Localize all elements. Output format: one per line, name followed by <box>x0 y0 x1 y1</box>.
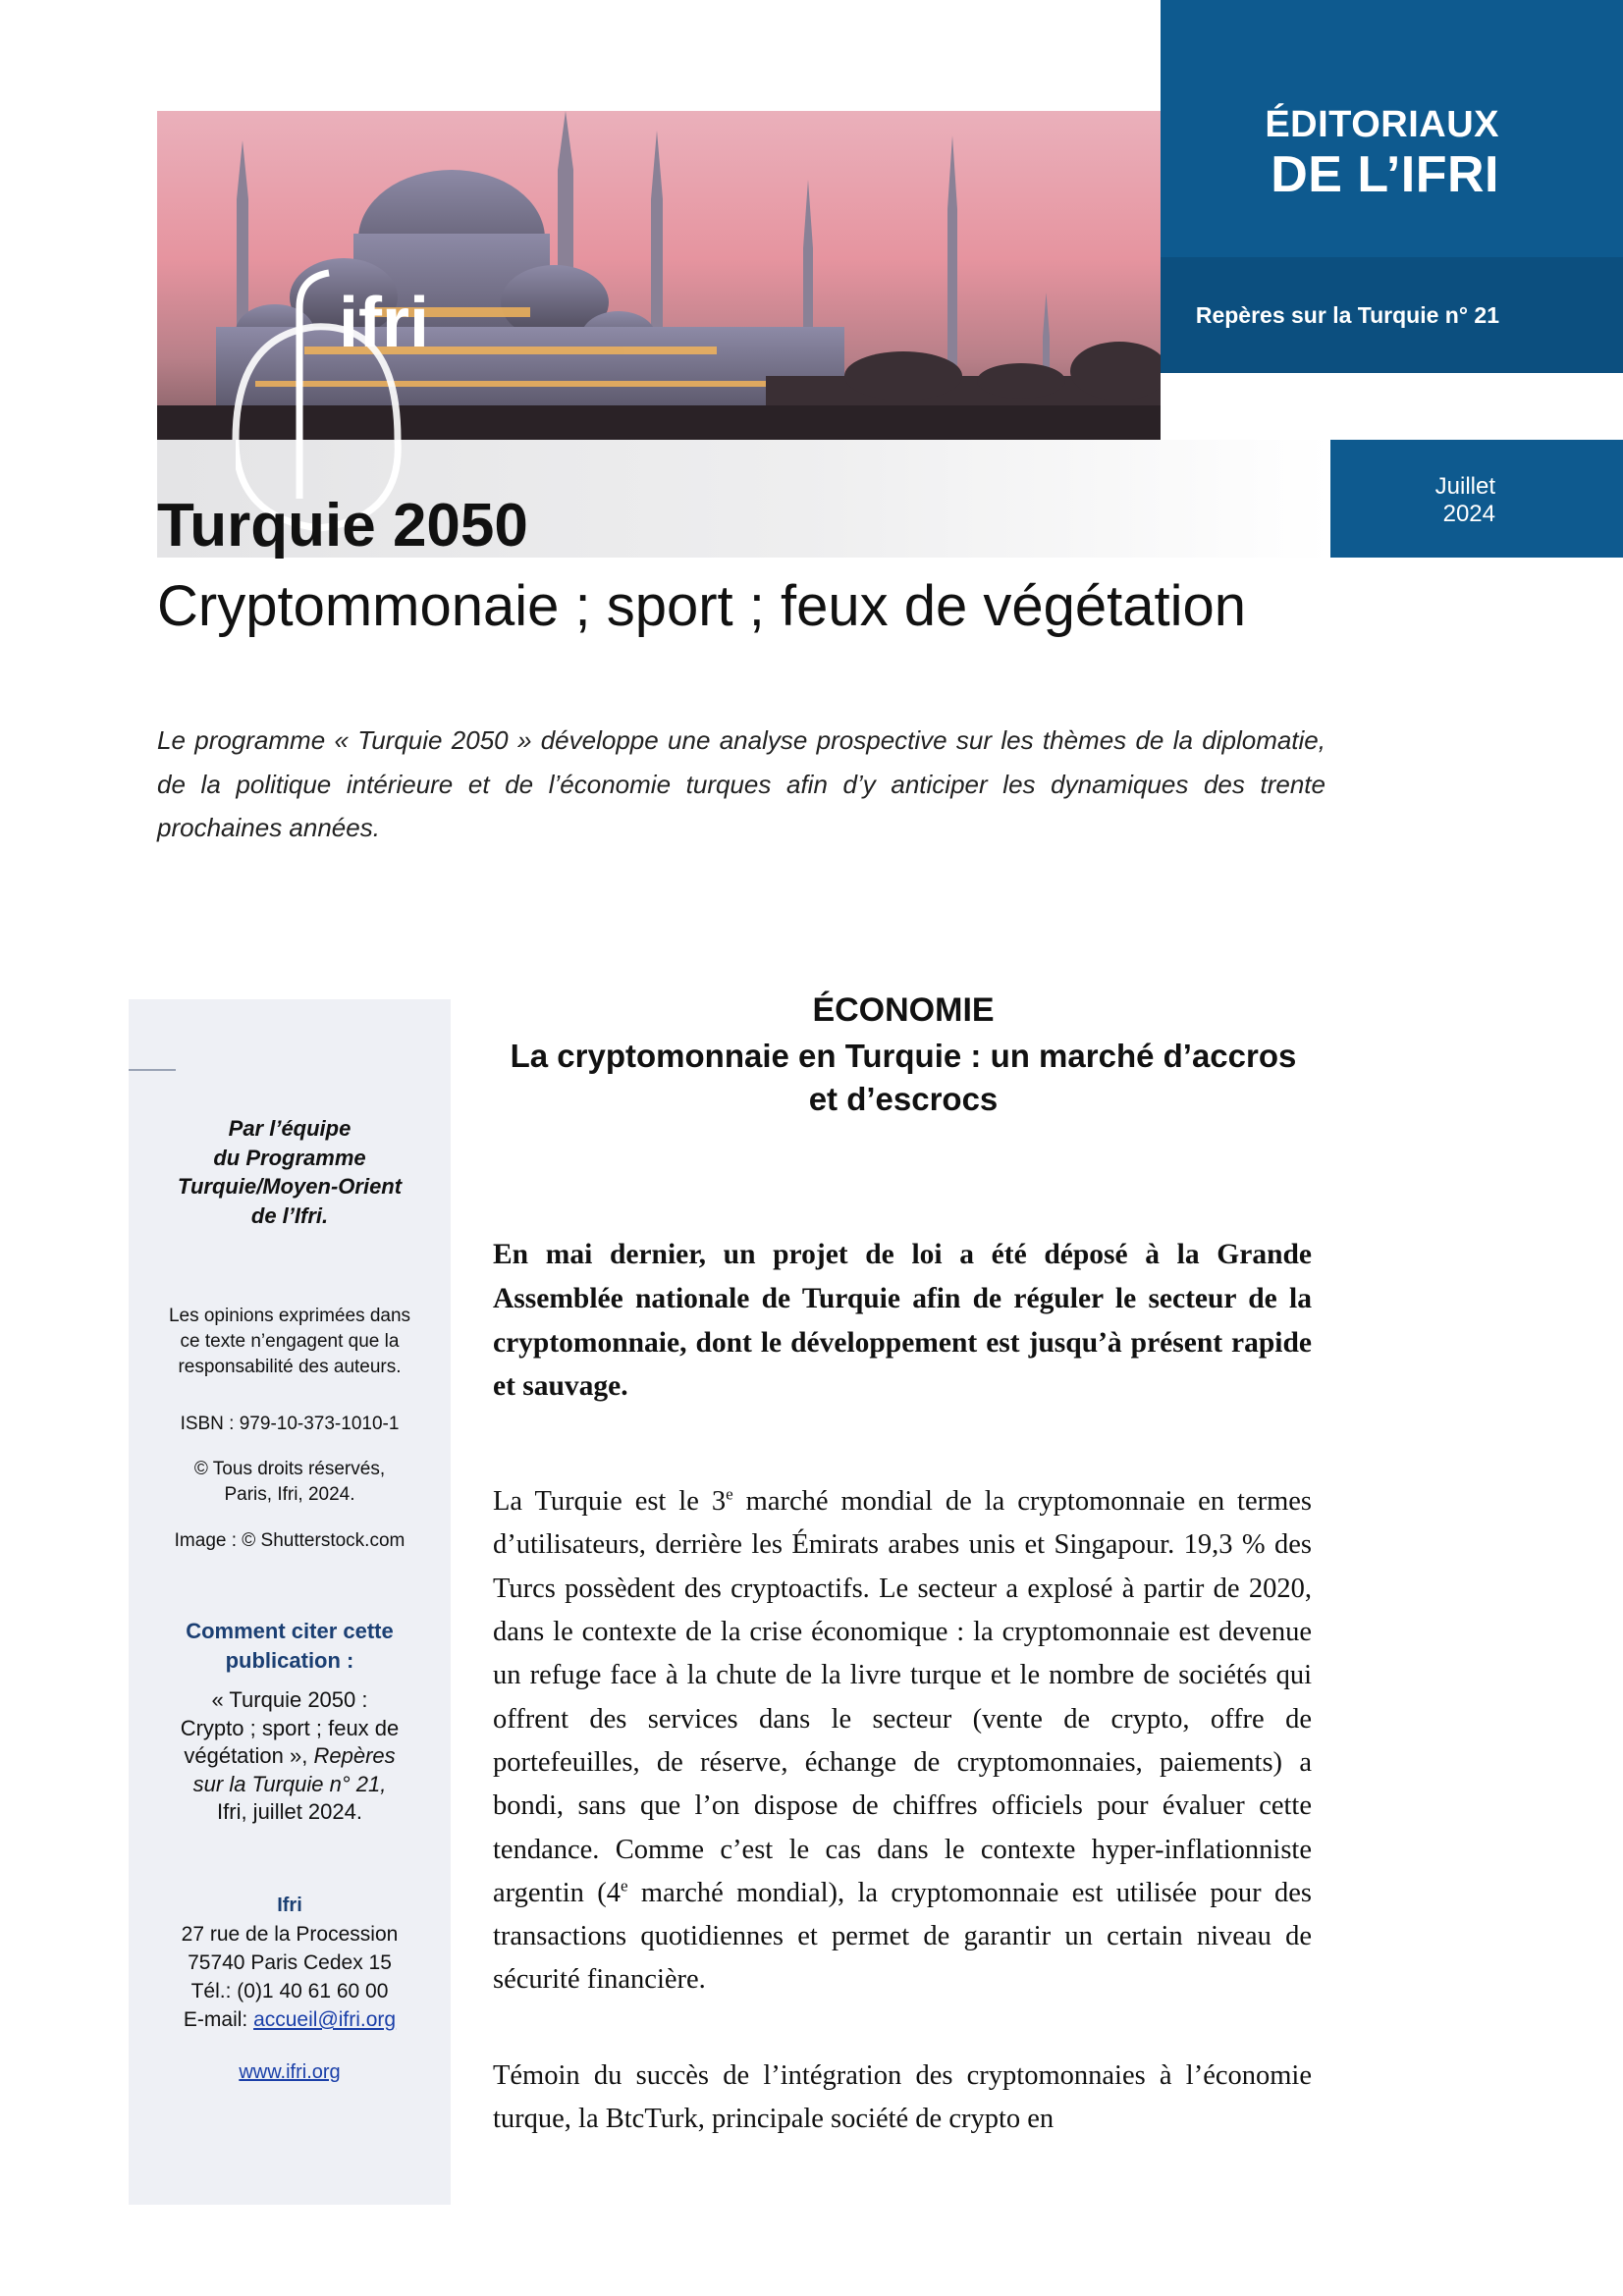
body-paragraph <box>493 1480 1312 2002</box>
email-link[interactable]: accueil@ifri.org <box>253 2007 397 2031</box>
article-heading <box>471 1035 1335 1120</box>
address-line: 75740 Paris Cedex 15 <box>188 1950 392 1974</box>
copyright-line: © Tous droits réservés, <box>193 1459 386 1479</box>
intro-paragraph: Le programme « Turquie 2050 » développe une analyse prospective sur les thèmes de la diplomatie, de la politique intérieure et de l’économie turques afin d’y anticiper les dynamiques des trente prochaines années. <box>157 725 1325 843</box>
citation-heading-line: publication : <box>225 1647 354 1673</box>
article-heading-line: La cryptomonnaie en Turquie : un marché d’accros <box>510 1038 1297 1074</box>
disclaimer-line: responsabilité des auteurs. <box>178 1357 402 1378</box>
brand-line-2: DE L’IFRI <box>1271 146 1499 203</box>
citation-text-italic: sur la Turquie n° 21, <box>192 1771 387 1796</box>
article-heading-line: et d’escrocs <box>808 1080 999 1117</box>
date-year: 2024 <box>1442 500 1495 527</box>
authors <box>129 1114 451 1231</box>
page-subtitle: Cryptommonaie ; sport ; feux de végétation <box>157 574 1247 638</box>
authors-line: de l’Ifri. <box>250 1203 329 1229</box>
website-link[interactable]: www.ifri.org <box>239 2061 341 2083</box>
text-run: marché mondial), la cryptomonnaie est utilisée pour des transactions quotidiennes et permet de garantir un certain niveau de sécurité financière. <box>493 1877 1313 1996</box>
body-paragraph: Témoin du succès de l’intégration des cryptomonnaies à l’économie turque, la BtcTurk, principale société de crypto en <box>493 2060 1312 2135</box>
isbn: ISBN : 979-10-373-1010-1 <box>180 1414 400 1434</box>
citation-line <box>129 1771 451 1799</box>
brand-line-1: ÉDITORIAUX <box>1265 104 1499 145</box>
citation-heading <box>129 1617 451 1675</box>
citation-text <box>129 1686 451 1827</box>
disclaimer <box>129 1304 451 1381</box>
citation-line: « Turquie 2050 : <box>211 1687 368 1712</box>
publication-date <box>1435 473 1495 527</box>
header-photo <box>157 111 1161 440</box>
logo-text: ifri <box>339 284 430 362</box>
text-run: La Turquie est le 3 <box>493 1486 727 1517</box>
organization-name: Ifri <box>277 1895 302 1916</box>
authors-line: Par l’équipe <box>228 1116 352 1141</box>
brand-title <box>1265 104 1499 203</box>
date-month: Juillet <box>1434 473 1495 500</box>
series-label: Repères sur la Turquie n° 21 <box>1195 302 1499 328</box>
copyright <box>129 1457 451 1508</box>
disclaimer-line: Les opinions exprimées dans <box>168 1306 411 1326</box>
image-credit: Image : © Shutterstock.com <box>174 1530 406 1551</box>
email-label: E-mail: <box>183 2007 254 2031</box>
superscript: e <box>726 1484 733 1504</box>
address-line: 27 rue de la Procession <box>181 1923 399 1946</box>
text-run: marché mondial de la cryptomonnaie en termes d’utilisateurs, derrière les Émirats arabes unis et Singapour. 19,3 % des Turcs possèdent des cryptoactifs. Le secteur a explosé à partir de 2020, dans le contexte de la crise économique : la cryptomonnaie est devenue un refuge face à la chute de la livre turque et le nombre de sociétés qui offrent des services dans le secteur (vente de crypto, offre de portefeuilles, de réserve, échange de cryptomonnaies, paiements) a bondi, sans que l’on dispose de chiffres officiels pour évaluer cette tendance. Comme c’est le cas dans le contexte hyper-inflationniste argentin (4 <box>493 1486 1312 1908</box>
citation-line <box>129 1742 451 1771</box>
citation-text-italic: Repères <box>313 1743 396 1769</box>
address <box>129 1921 451 2035</box>
copyright-line: Paris, Ifri, 2024. <box>224 1484 355 1506</box>
citation-line: Ifri, juillet 2024. <box>217 1799 362 1825</box>
citation-text-plain: végétation », <box>184 1743 314 1769</box>
mosque-illustration <box>157 111 1161 440</box>
phone-line: Tél.: (0)1 40 61 60 00 <box>190 1979 389 2002</box>
citation-line: Crypto ; sport ; feux de <box>180 1715 400 1740</box>
superscript: e <box>620 1876 628 1896</box>
page-title: Turquie 2050 <box>157 492 528 560</box>
citation-heading-line: Comment citer cette <box>186 1619 394 1643</box>
lead-paragraph: En mai dernier, un projet de loi a été déposé à la Grande Assemblée nationale de Turquie afin de réguler le secteur de la cryptomonnaie, dont le développement est jusqu’à présent rapide et sauvage. <box>493 1239 1312 1403</box>
email-line <box>129 2006 451 2035</box>
disclaimer-line: ce texte n’engagent que la <box>180 1331 400 1353</box>
authors-line: du Programme <box>213 1145 366 1170</box>
section-label: ÉCONOMIE <box>812 991 995 1029</box>
sidebar-divider <box>129 1069 176 1071</box>
authors-line: Turquie/Moyen-Orient <box>177 1174 403 1200</box>
